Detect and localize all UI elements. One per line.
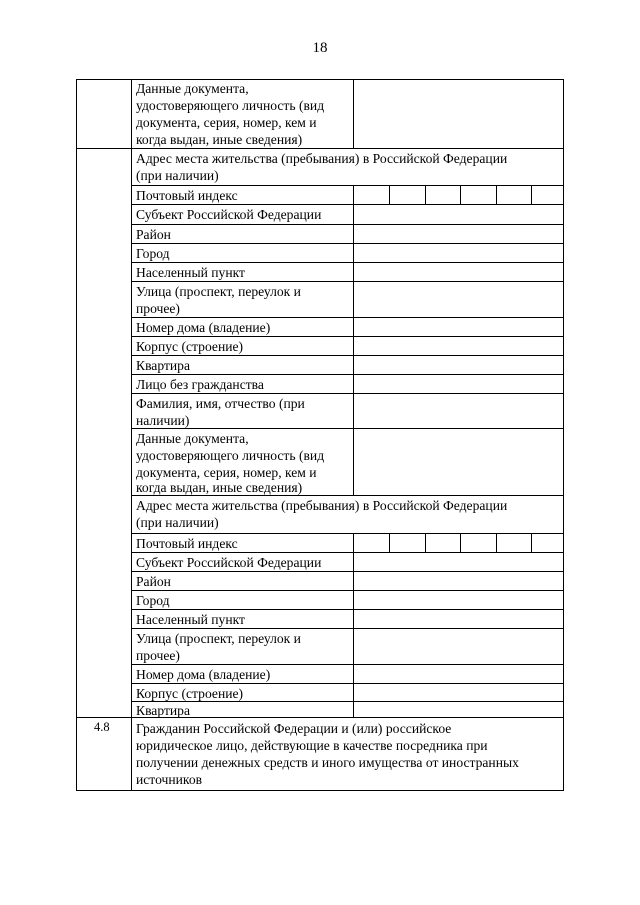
postal-cell-divider bbox=[460, 533, 461, 552]
column-divider-value bbox=[353, 185, 354, 495]
section-text-line: источников bbox=[136, 772, 203, 787]
row-divider bbox=[131, 336, 564, 337]
row-divider bbox=[131, 609, 564, 610]
subject-label: Субъект Российской Федерации bbox=[136, 207, 322, 222]
street-label-line: прочее) bbox=[136, 648, 180, 663]
doc-label-line: Данные документа, bbox=[136, 431, 249, 446]
table-bottom-border bbox=[76, 790, 564, 791]
postal-cell-divider bbox=[496, 185, 497, 204]
doc-label-line: Данные документа, bbox=[136, 81, 249, 96]
postal-cell-divider bbox=[531, 533, 532, 552]
column-divider-value bbox=[353, 79, 354, 148]
column-divider-value bbox=[353, 533, 354, 717]
name-label-line: наличии) bbox=[136, 413, 190, 428]
row-divider bbox=[131, 355, 564, 356]
row-divider bbox=[131, 185, 564, 186]
postal-cell-divider bbox=[531, 185, 532, 204]
building-label: Корпус (строение) bbox=[136, 686, 244, 701]
row-divider bbox=[131, 317, 564, 318]
section-text-line: получении денежных средств и иного имущества от иностранных bbox=[136, 755, 519, 770]
street-label-line: Улица (проспект, переулок и bbox=[136, 631, 301, 646]
city-label: Город bbox=[136, 246, 170, 261]
row-divider bbox=[131, 552, 564, 553]
row-divider bbox=[131, 393, 564, 394]
row-divider bbox=[131, 281, 564, 282]
house-label: Номер дома (владение) bbox=[136, 320, 271, 335]
row-divider bbox=[131, 683, 564, 684]
settlement-label: Населенный пункт bbox=[136, 265, 245, 280]
row-divider bbox=[76, 148, 564, 149]
doc-label-line: документа, серия, номер, кем и bbox=[136, 465, 317, 480]
district-label: Район bbox=[136, 574, 171, 589]
postal-cell-divider bbox=[496, 533, 497, 552]
district-label: Район bbox=[136, 227, 171, 242]
house-label: Номер дома (владение) bbox=[136, 667, 271, 682]
section-text-line: Гражданин Российской Федерации и (или) российское bbox=[136, 721, 452, 736]
postal-cell-divider bbox=[389, 533, 390, 552]
doc-label-line: удостоверяющего личность (вид bbox=[136, 448, 325, 463]
apartment-label: Квартира bbox=[136, 703, 191, 718]
section-text-line: юридическое лицо, действующие в качестве посредника при bbox=[136, 738, 488, 753]
row-divider bbox=[131, 428, 564, 429]
postal-cell-divider bbox=[425, 185, 426, 204]
building-label: Корпус (строение) bbox=[136, 339, 244, 354]
row-divider bbox=[131, 374, 564, 375]
doc-label-line: удостоверяющего личность (вид bbox=[136, 98, 325, 113]
city-label: Город bbox=[136, 593, 170, 608]
row-divider bbox=[131, 224, 564, 225]
address-heading-line: Адрес места жительства (пребывания) в Российской Федерации bbox=[136, 498, 508, 513]
doc-label-line: документа, серия, номер, кем и bbox=[136, 115, 317, 130]
address-heading-line: (при наличии) bbox=[136, 168, 219, 183]
row-divider bbox=[131, 628, 564, 629]
name-label-line: Фамилия, имя, отчество (при bbox=[136, 396, 305, 411]
row-divider bbox=[131, 664, 564, 665]
street-label-line: прочее) bbox=[136, 301, 180, 316]
doc-label-line: когда выдан, иные сведения) bbox=[136, 480, 303, 495]
address-heading-line: Адрес места жительства (пребывания) в Российской Федерации bbox=[136, 151, 508, 166]
table-left-border bbox=[76, 79, 77, 791]
postal-cell-divider bbox=[460, 185, 461, 204]
postal-cell-divider bbox=[425, 533, 426, 552]
row-divider bbox=[131, 243, 564, 244]
stateless-label: Лицо без гражданства bbox=[136, 377, 264, 392]
row-divider bbox=[131, 571, 564, 572]
subject-label: Субъект Российской Федерации bbox=[136, 555, 322, 570]
address-heading-line: (при наличии) bbox=[136, 515, 219, 530]
doc-label-line: когда выдан, иные сведения) bbox=[136, 132, 303, 147]
postal-index-label: Почтовый индекс bbox=[136, 536, 238, 551]
row-divider bbox=[131, 204, 564, 205]
page-number: 18 bbox=[312, 40, 328, 56]
street-label-line: Улица (проспект, переулок и bbox=[136, 284, 301, 299]
row-divider bbox=[131, 590, 564, 591]
postal-index-label: Почтовый индекс bbox=[136, 188, 238, 203]
row-divider bbox=[131, 262, 564, 263]
apartment-label: Квартира bbox=[136, 358, 191, 373]
section-number: 4.8 bbox=[94, 720, 110, 734]
postal-cell-divider bbox=[389, 185, 390, 204]
settlement-label: Населенный пункт bbox=[136, 612, 245, 627]
row-divider bbox=[131, 533, 564, 534]
